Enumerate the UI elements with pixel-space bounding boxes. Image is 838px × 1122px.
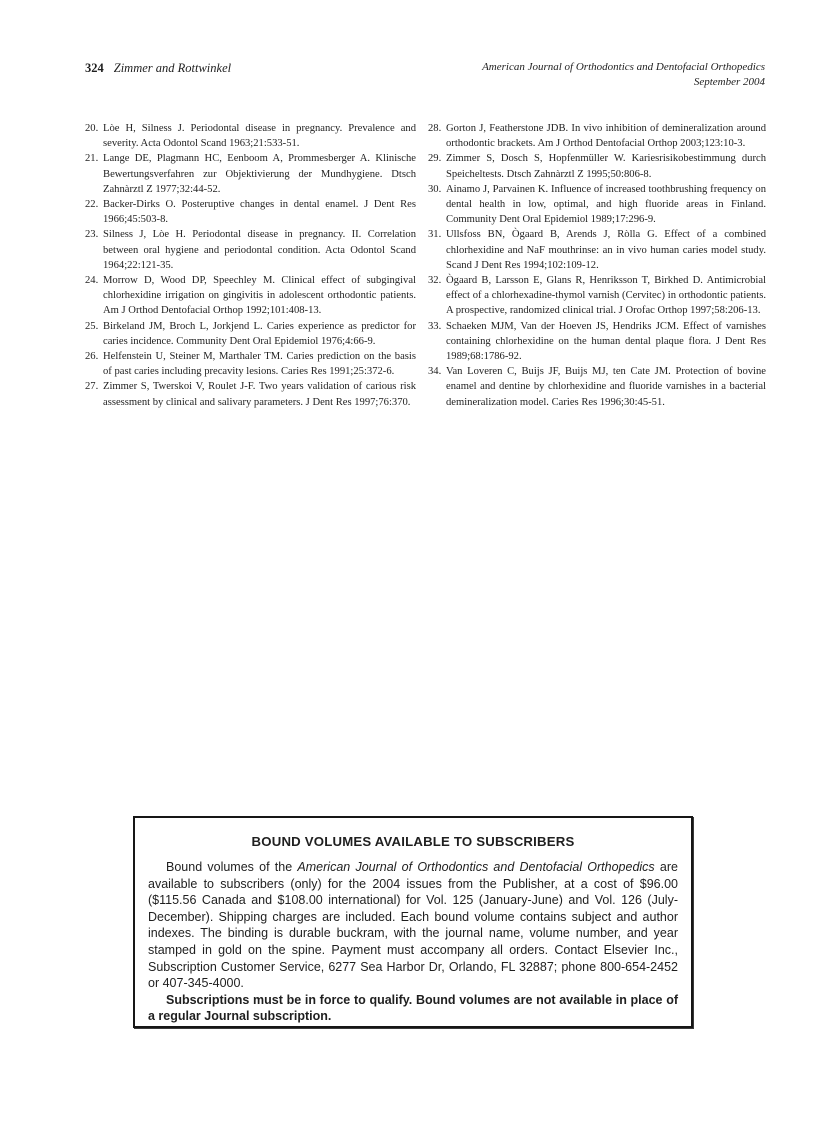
- reference-text: Schaeken MJM, Van der Hoeven JS, Hendriks JCM. Effect of varnishes containing chlorhexidine on the human dental plaque flora. J Dent Res 1989;68:1786-92.: [446, 320, 766, 363]
- notice-paragraph-1-rest: are available to subscribers (only) for the 2004 issues from the Publisher, at a cost of $96.00 ($115.56 Canada and $108.00 international) for Vol. 125 (January-June) and Vol. 126 (July-December). Shipping charges are included. Each bound volume contains subject and author indexes. The binding is durable buckram, with the journal name, volume number, and year stamped in gold on the spine. Payment must accompany all orders. Contact Elsevier Inc., Subscription Customer Service, 6277 Sea Harbor Dr, Orlando, FL 32887; phone 800-654-2452 or 407-345-4000.: [148, 860, 678, 991]
- reference-item: [85, 121, 416, 151]
- reference-text: Ullsfoss BN, Ògaard B, Arends J, Ròlla G. Effect of a combined chlorhexidine and NaF mouthrinse: an in vivo human caries model study. Scand J Dent Res 1994;102:109-12.: [446, 229, 766, 271]
- reference-number: 29.: [428, 153, 442, 165]
- running-authors: Zimmer and Rottwinkel: [113, 61, 232, 75]
- reference-text: Ainamo J, Parvainen K. Influence of increased toothbrushing frequency on dental health in low, optimal, and high fluoride areas in Finland. Community Dent Oral Epidemiol 1989;17:296-9.: [446, 183, 766, 226]
- notice-paragraph-1: [148, 859, 678, 992]
- reference-item: [428, 182, 766, 228]
- reference-item: [428, 273, 766, 319]
- reference-text: Morrow D, Wood DP, Speechley M. Clinical effect of subgingival chlorhexidine irrigation on gingivitis in adolescent orthodontic patients. Am J Orthod Dentofacial Orthop 1992;101:408-13.: [103, 275, 416, 317]
- reference-number: 26.: [85, 351, 99, 363]
- reference-number: 22.: [85, 199, 99, 211]
- notice-title: BOUND VOLUMES AVAILABLE TO SUBSCRIBERS: [251, 834, 575, 849]
- reference-number: 30.: [428, 183, 442, 195]
- reference-item: [428, 319, 766, 365]
- reference-item: [85, 319, 416, 349]
- reference-text: Backer-Dirks O. Posteruptive changes in dental enamel. J Dent Res 1966;45:503-8.: [103, 199, 416, 226]
- reference-text: Birkeland JM, Broch L, Jorkjend L. Caries experience as predictor for caries incidence. Community Dent Oral Epidemiol 1976;4:66-9.: [103, 320, 416, 347]
- reference-number: 21.: [85, 153, 99, 165]
- notice-paragraph-2: Subscriptions must be in force to qualify. Bound volumes are not available in place of a regular Journal subscription.: [148, 992, 678, 1024]
- reference-text: Silness J, Lòe H. Periodontal disease in pregnancy. II. Correlation between oral hygiene and periodontal condition. Acta Odontol Scand 1964;22:121-35.: [103, 229, 416, 271]
- reference-number: 34.: [428, 366, 442, 378]
- reference-item: [85, 349, 416, 379]
- reference-number: 20.: [85, 123, 99, 134]
- reference-item: [85, 151, 416, 197]
- reference-text: Lange DE, Plagmann HC, Eenboom A, Prommesberger A. Klinische Bewertungsverfahren zur Objektivierung der Mundhygiene. Dtsch Zahnàrztl Z 1977;32:44-52.: [103, 153, 416, 195]
- reference-text: Gorton J, Featherstone JDB. In vivo inhibition of demineralization around orthodontic brackets. Am J Orthod Dentofacial Orthop 2003;123:10-3.: [446, 123, 766, 150]
- reference-item: [428, 227, 766, 273]
- notice-paragraph-1-lead: Bound volumes of the: [166, 860, 298, 874]
- reference-number: 33.: [428, 320, 442, 332]
- notice-body: [148, 859, 678, 1025]
- reference-item: [428, 364, 766, 410]
- journal-name: American Journal of Orthodontics and Dentofacial Orthopedics: [482, 61, 765, 73]
- reference-item: [428, 121, 766, 151]
- issue-date: September 2004: [693, 76, 765, 88]
- reference-text: Zimmer S, Dosch S, Hopfenmüller W. Kariesrisikobestimmung durch Speicheltests. Dtsch Zahnàrztl Z 1995;50:806-8.: [446, 153, 766, 180]
- reference-item: [85, 379, 416, 409]
- reference-item: [85, 273, 416, 319]
- reference-number: 25.: [85, 320, 99, 332]
- reference-number: 28.: [428, 123, 442, 134]
- running-header-right: [482, 60, 765, 90]
- bound-volumes-notice-box: [133, 816, 693, 1028]
- reference-text: Ògaard B, Larsson E, Glans R, Henriksson T, Birkhed D. Antimicrobial effect of a chlorhexadine-thymol varnish (Cervitec) in orthodontic patients. A prospective, randomized clinical trial. J Orofac Orthop 1997;58:206-13.: [446, 275, 766, 317]
- reference-list-left: [85, 121, 416, 410]
- reference-list-right: [428, 121, 766, 410]
- notice-journal-name: American Journal of Orthodontics and Dentofacial Orthopedics: [297, 860, 655, 874]
- running-header-left: [85, 61, 231, 76]
- reference-text: Van Loveren C, Buijs JF, Buijs MJ, ten Cate JM. Protection of bovine enamel and dentine by chlorhexidine and fluoride varnishes in a bacterial demineralization model. Caries Res 1996;30:45-51.: [446, 366, 766, 408]
- reference-item: [428, 151, 766, 181]
- reference-number: 23.: [85, 229, 99, 241]
- reference-number: 32.: [428, 275, 442, 287]
- reference-number: 24.: [85, 275, 99, 287]
- reference-text: Lòe H, Silness J. Periodontal disease in pregnancy. Prevalence and severity. Acta Odontol Scand 1963;21:533-51.: [103, 123, 416, 150]
- page-number: 324: [85, 61, 104, 75]
- reference-number: 31.: [428, 229, 442, 241]
- reference-text: Zimmer S, Twerskoi V, Roulet J-F. Two years validation of carious risk assessment by clinical and salivary parameters. J Dent Res 1997;76:370.: [103, 381, 416, 408]
- reference-number: 27.: [85, 381, 99, 393]
- reference-item: [85, 197, 416, 227]
- reference-item: [85, 227, 416, 273]
- reference-text: Helfenstein U, Steiner M, Marthaler TM. Caries prediction on the basis of past caries including precavity lesions. Caries Res 1991;25:372-6.: [103, 351, 416, 378]
